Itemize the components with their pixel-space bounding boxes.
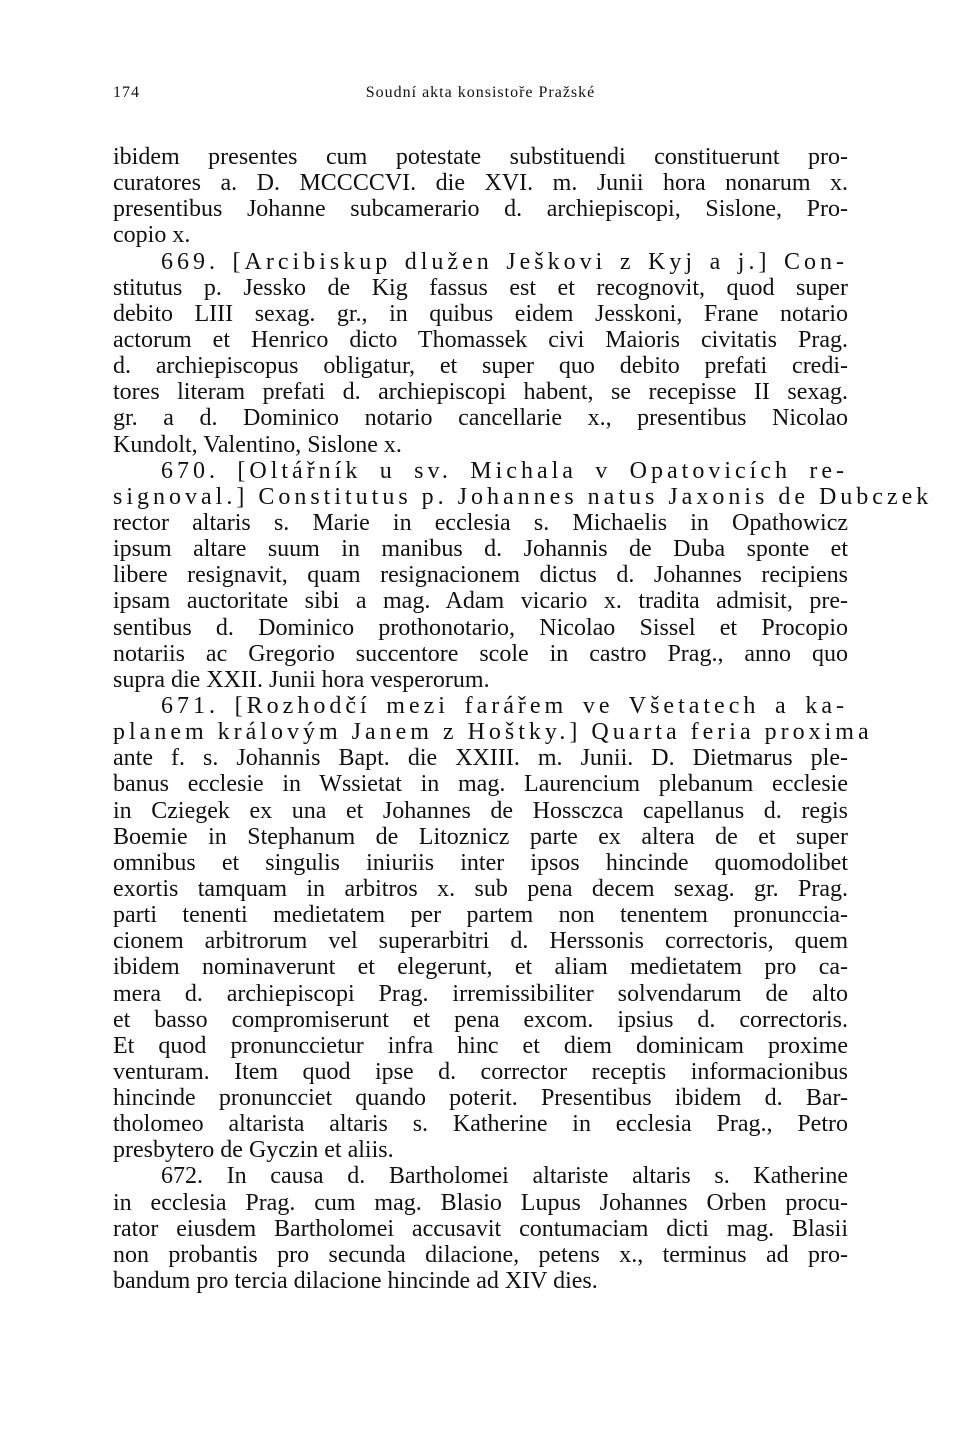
- text-line: Kundolt, Valentino, Sislone x.: [113, 431, 402, 458]
- page-header: [113, 84, 848, 114]
- text-line: venturam. Item quod ipse d. corrector receptis informacionibus: [113, 1058, 848, 1085]
- text-line: Boemie in Stephanum de Litoznicz parte ex altera de et super: [113, 823, 848, 850]
- text-line: gr. a d. Dominico notario cancellarie x., presentibus Nicolao: [113, 405, 848, 432]
- text-line: tores literam prefati d. archiepiscopi habent, se recepisse II sexag.: [113, 379, 848, 406]
- text-line: actorum et Henrico dicto Thomassek civi Maioris civitatis Prag.: [113, 326, 848, 353]
- text-line: rator eiusdem Bartholomei accusavit contumaciam dicti mag. Blasii: [113, 1215, 848, 1242]
- text-line: 672. In causa d. Bartholomei altariste altaris s. Katherine: [161, 1163, 848, 1190]
- text-line: d. archiepiscopus obligatur, et super quo debito prefati credi-: [113, 353, 848, 380]
- text-line: parti tenenti medietatem per partem non tenentem pronunccia-: [113, 902, 848, 929]
- page-number: 174: [113, 84, 140, 101]
- text-line: cionem arbitrorum vel superarbitri d. Herssonis correctoris, quem: [113, 928, 848, 955]
- text-line: rector altaris s. Marie in ecclesia s. Michaelis in Opathowicz: [113, 509, 848, 536]
- text-line: 671. [Rozhodčí mezi farářem ve Všetatech a ka-: [161, 692, 848, 719]
- text-line: debito LIII sexag. gr., in quibus eidem Jesskoni, Frane notario: [113, 300, 848, 327]
- text-line: copio x.: [113, 222, 191, 249]
- text-line: presbytero de Gyczin et aliis.: [113, 1137, 394, 1164]
- text-line: bandum pro tercia dilacione hincinde ad XIV dies.: [113, 1268, 598, 1295]
- text-line: presentibus Johanne subcamerario d. archiepiscopi, Sislone, Pro-: [113, 196, 848, 223]
- text-line: 669. [Arcibiskup dlužen Ješkovi z Kyj a j.] Con-: [161, 248, 848, 275]
- text-line: 670. [Oltářník u sv. Michala v Opatovicích re-: [161, 457, 848, 484]
- text-line: sentibus d. Dominico prothonotario, Nicolao Sissel et Procopio: [113, 614, 848, 641]
- text-line: curatores a. D. MCCCCVI. die XVI. m. Junii hora nonarum x.: [113, 170, 848, 197]
- text-line: planem královým Janem z Hoštky.] Quarta feria proxima: [113, 719, 873, 746]
- text-line: hincinde pronuncciet quando poterit. Presentibus ibidem d. Bar-: [113, 1085, 848, 1112]
- text-line: ipsam auctoritate sibi a mag. Adam vicario x. tradita admisit, pre-: [113, 588, 848, 615]
- text-line: mera d. archiepiscopi Prag. irremissibiliter solvendarum de alto: [113, 980, 848, 1007]
- text-line: in Cziegek ex una et Johannes de Hossczca capellanus d. regis: [113, 797, 848, 824]
- text-line: supra die XXII. Junii hora vesperorum.: [113, 666, 490, 693]
- text-line: non probantis pro secunda dilacione, petens x., terminus ad pro-: [113, 1241, 848, 1268]
- text-line: notariis ac Gregorio succentore scole in castro Prag., anno quo: [113, 640, 848, 667]
- body-text: [113, 144, 933, 1295]
- text-line: Et quod pronunccietur infra hinc et diem dominicam proxime: [113, 1032, 848, 1059]
- text-line: et basso compromiserunt et pena excom. ipsius d. correctoris.: [113, 1006, 848, 1033]
- text-line: ibidem nominaverunt et elegerunt, et aliam medietatem pro ca-: [113, 954, 848, 981]
- text-line: signoval.] Constitutus p. Johannes natus Jaxonis de Dubczek: [113, 483, 933, 510]
- text-line: banus ecclesie in Wssietat in mag. Laurencium plebanum ecclesie: [113, 771, 848, 798]
- text-line: libere resignavit, quam resignacionem dictus d. Johannes recipiens: [113, 562, 848, 589]
- text-line: stitutus p. Jessko de Kig fassus est et recognovit, quod super: [113, 274, 848, 301]
- text-line: ante f. s. Johannis Bapt. die XXIII. m. Junii. D. Dietmarus ple-: [113, 745, 848, 772]
- text-line: tholomeo altarista altaris s. Katherine in ecclesia Prag., Petro: [113, 1111, 848, 1138]
- running-title: Soudní akta konsistoře Pražské: [365, 84, 596, 101]
- text-line: in ecclesia Prag. cum mag. Blasio Lupus Johannes Orben procu-: [113, 1189, 848, 1216]
- text-line: omnibus et singulis iniuriis inter ipsos hincinde quomodolibet: [113, 849, 848, 876]
- text-line: ibidem presentes cum potestate substituendi constituerunt pro-: [113, 144, 848, 170]
- text-line: exortis tamquam in arbitros x. sub pena decem sexag. gr. Prag.: [113, 875, 848, 902]
- text-line: ipsum altare suum in manibus d. Johannis de Duba sponte et: [113, 536, 848, 563]
